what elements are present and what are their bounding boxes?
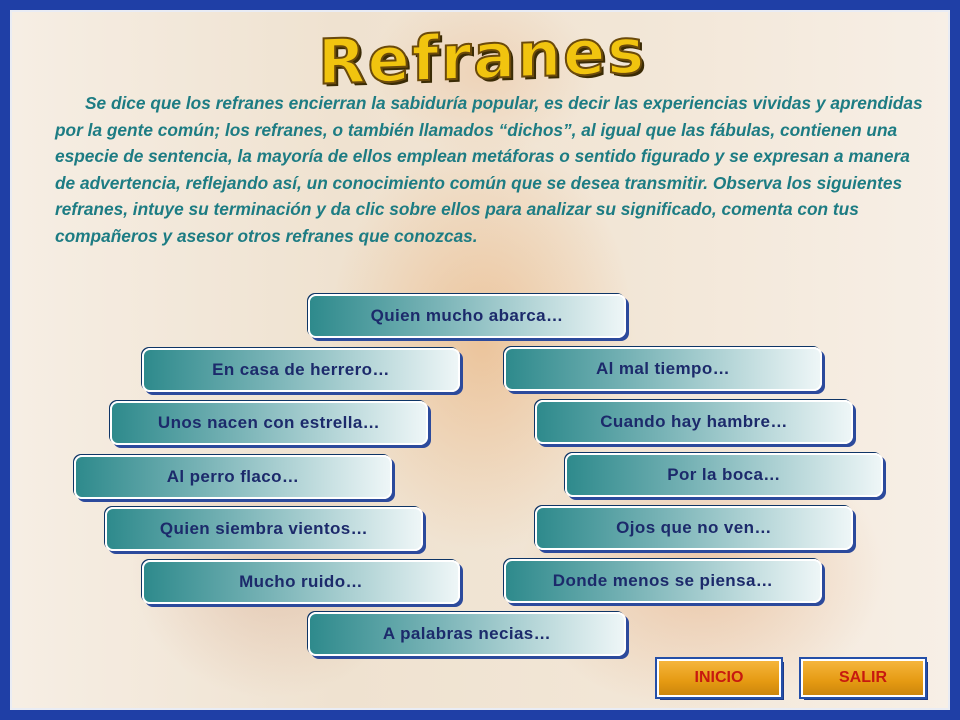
slide-canvas bbox=[10, 10, 950, 710]
refran-quien-mucho-abarca-button[interactable]: Quien mucho abarca… bbox=[308, 294, 626, 338]
refran-en-casa-de-herrero-button[interactable]: En casa de herrero… bbox=[142, 348, 460, 392]
refran-quien-siembra-vientos-button[interactable]: Quien siembra vientos… bbox=[105, 507, 423, 551]
refran-donde-menos-se-piensa-button[interactable]: Donde menos se piensa… bbox=[504, 559, 822, 603]
salir-button[interactable]: SALIR bbox=[801, 659, 925, 697]
refran-al-mal-tiempo-button[interactable]: Al mal tiempo… bbox=[504, 347, 822, 391]
refran-por-la-boca-button[interactable]: Por la boca… bbox=[565, 453, 883, 497]
page-title: Refranes bbox=[317, 14, 647, 99]
refran-cuando-hay-hambre-button[interactable]: Cuando hay hambre… bbox=[535, 400, 853, 444]
refran-al-perro-flaco-button[interactable]: Al perro flaco… bbox=[74, 455, 392, 499]
refran-mucho-ruido-button[interactable]: Mucho ruido… bbox=[142, 560, 460, 604]
refran-ojos-que-no-ven-button[interactable]: Ojos que no ven… bbox=[535, 506, 853, 550]
refran-a-palabras-necias-button[interactable]: A palabras necias… bbox=[308, 612, 626, 656]
intro-paragraph: Se dice que los refranes encierran la sabiduría popular, es decir las experiencias vividas y aprendidas por la gente común; los refranes, o también llamados “dichos”, al igual que las fábulas, contienen una especie de sentencia, la mayoría de ellos emplean metáforas o sentido figurado y se expresan a manera de advertencia, reflejando así, un conocimiento común que se desea transmitir. Observa los siguientes refranes, intuye su terminación y da clic sobre ellos para analizar su significado, comenta con tus compañeros y asesor otros refranes que conozcas. bbox=[55, 93, 923, 246]
inicio-button[interactable]: INICIO bbox=[657, 659, 781, 697]
refran-unos-nacen-con-estrella-button[interactable]: Unos nacen con estrella… bbox=[110, 401, 428, 445]
